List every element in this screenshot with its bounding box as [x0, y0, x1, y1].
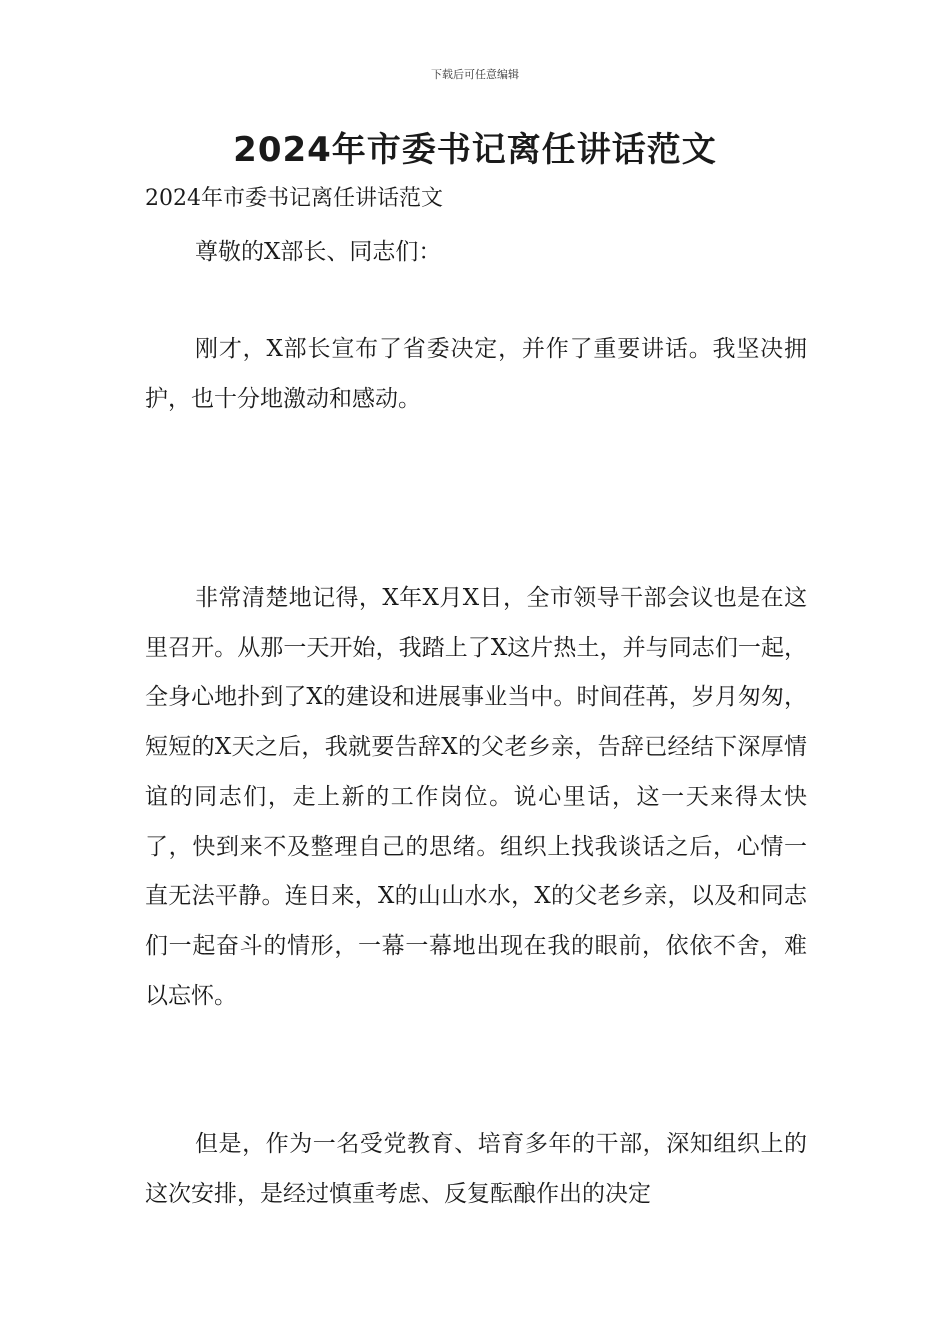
document-title: 2024年市委书记离任讲话范文	[233, 130, 717, 170]
page-header-note: 下载后可任意编辑	[431, 68, 519, 81]
body-paragraph-1: 刚才，X部长宣布了省委决定，并作了重要讲话。我坚决拥护，也十分地激动和感动。	[145, 336, 807, 412]
body-paragraph-3: 但是，作为一名受党教育、培育多年的干部，深知组织上的这次安排，是经过慎重考虑、反复酝酿作出的决定	[145, 1131, 807, 1207]
salutation-paragraph: 尊敬的X部长、同志们：	[195, 239, 442, 265]
document-subtitle: 2024年市委书记离任讲话范文	[145, 186, 443, 211]
body-paragraph-2: 非常清楚地记得，X年X月X日，全市领导干部会议也是在这里召开。从那一天开始，我踏上了X这片热土，并与同志们一起，全身心地扑到了X的建设和进展事业当中。时间荏苒，岁月匆匆，短短的X天之后，我就要告辞X的父老乡亲，告辞已经结下深厚情谊的同志们，走上新的工作岗位。说心里话，这一天来得太快了，快到来不及整理自己的思绪。组织上找我谈话之后，心情一直无法平静。连日来，X的山山水水，X的父老乡亲，以及和同志们一起奋斗的情形，一幕一幕地出现在我的眼前，依依不舍，难以忘怀。	[145, 585, 807, 1009]
